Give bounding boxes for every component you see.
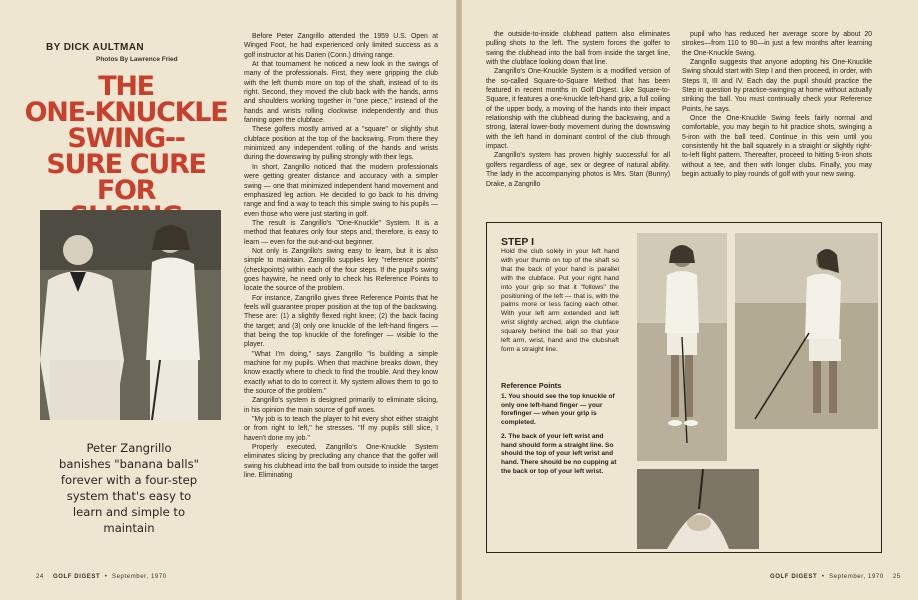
body-paragraph: Not only is Zangrillo's swing easy to learn, but it is also simple to maintain. Zangrillo supplies key "reference points" (checkpoints) within each of the four steps. If the pupil's swing goes haywire, he need only to check his Reference Points to locate the source of the problem. (244, 247, 438, 293)
body-paragraph: Zangrillo suggests that anyone adopting his One-Knuckle Swing should start with Step I and then proceed, in order, with Steps II, III and IV. Each day the pupil should practice the Step in question by practice-swinging at home without actually striking the ball. You must continually check your Reference Points, he says. (682, 59, 872, 113)
photo-illustration (637, 469, 759, 549)
left-page (0, 0, 456, 600)
body-column-right-2 (682, 30, 872, 220)
magazine-name: GOLF DIGEST (770, 574, 818, 580)
right-page (462, 0, 918, 600)
photo-illustration (40, 210, 221, 420)
step-title: STEP I (501, 236, 535, 248)
body-paragraph: the outside-to-inside clubhead pattern also eliminates pulling shots to the left. The system forces the golfer to swing the clubhead into the ball from inside the target line, with the clubface looking down that line. (486, 31, 670, 67)
deck-line: learn and simple to (72, 505, 186, 519)
folio-left: 24 GOLF DIGEST • September, 1970 (36, 574, 167, 580)
body-paragraph: Once the One-Knuckle Swing feels fairly normal and comfortable, you may begin to hit practice shots, swinging a 5-iron with the ball teed. Continue in this vein until you consistently hit the ball squarely in a straight or slightly right-to-left flight pattern. Thereafter, proceed to hitting 5-iron shots without a tee, and then with longer clubs. Finally, you may begin actually to play rounds of golf with your new swing. (682, 115, 872, 179)
article-deck (20, 440, 238, 536)
body-paragraph: Properly executed, Zangrillo's One-Knuckle System eliminates slicing by precluding any chance that the golfer will swing his clubhead into the ball from outside to inside the target line. Eliminating (244, 444, 438, 480)
folio-right: GOLF DIGEST • September, 1970 25 (770, 574, 901, 580)
deck-line: Peter Zangrillo (86, 441, 172, 455)
photo-grip-closeup (637, 469, 759, 549)
title-line: ONE-KNUCKLE (24, 97, 228, 128)
title-line: THE (98, 71, 154, 102)
photo-credit: Photos By Lawrence Fried (96, 56, 178, 63)
reference-points-heading: Reference Points (501, 381, 562, 390)
title-line: SWING-- (67, 123, 185, 154)
body-paragraph: The result is Zangrillo's "One-Knuckle" System. It is a method that features only four steps and, therefore, is easy to learn — even for the out-and-out beginner. (244, 219, 438, 246)
body-paragraph: pupil who has reduced her average score by about 20 strokes—from 110 to 90—in just a few months after learning the One-Knuckle Swing. (682, 31, 872, 57)
body-column-right-1 (486, 30, 670, 220)
deck-line: banishes "banana balls" (59, 457, 199, 471)
photo-illustration (735, 233, 878, 429)
body-column-left (244, 32, 438, 577)
body-paragraph: Zangrillo's One-Knuckle System is a modified version of the so-called Square-to-Square Method that has been featured in recent months in Golf Digest. Like Square-to-Square, it features a one-knuckle left-hand grip, a full coiling of the upper body, a moving of the hands into their impact relationship with the clubhead during the backswing, and a strong, lateral lower-body movement during the downswing with the left hand in dominant control of the club through impact. (486, 68, 670, 151)
deck-line: system that's easy to (66, 489, 192, 503)
reference-point-2: 2. The back of your left wrist and hand should form a straight line. So should the top of your left wrist and hand. There should be no cupping at the back or top of your left wrist. (501, 433, 617, 475)
photo-address-side (735, 233, 878, 429)
page-number: 25 (892, 574, 901, 580)
body-paragraph: "My job is to teach the player to hit every shot either straight or from right to left," he stresses. "If my pupils still slice, I haven't done my job." (244, 416, 438, 442)
deck-line: forever with a four-step (60, 473, 198, 487)
title-line: SURE CURE FOR (46, 149, 206, 206)
byline: BY DICK AULTMAN (46, 42, 145, 53)
deck-line: maintain (103, 521, 155, 535)
reference-point-1: 1. You should see the top knuckle of only one left-hand finger — your forefinger — when your grip is completed. (501, 393, 615, 427)
body-paragraph: Before Peter Zangrillo attended the 1959 U.S. Open at Winged Foot, he had experienced only limited success as a golf instructor at his Darien (Conn.) driving range. (244, 33, 438, 59)
step-one-box (486, 222, 882, 553)
photo-illustration (637, 233, 727, 461)
body-paragraph: "What I'm doing," says Zangrillo "is building a simple machine for my pupils. When that machine breaks down, they know exactly where to check to find the trouble. And they know exactly what to do to correct it. My system allows them to go to the source of the problem." (244, 350, 438, 396)
body-paragraph: Zangrillo's system is designed primarily to eliminate slicing, in his opinion the main source of golf woes. (244, 397, 438, 414)
body-paragraph: In short, Zangrillo noticed that the modern professionals were getting greater distance and accuracy with a simpler swing — one that minimized independent hand movement and emphasized leg action. He decided to go back to his driving range and find a way to teach this simple swing to his pupils — even those who were just starting in golf. (244, 163, 438, 218)
body-paragraph: These golfers mostly arrived at a "square" or slightly shut clubface position at the top of the backswing. From there they minimized any independent rolling of the hands and wrists during the downswing by pulling strongly with their legs. (244, 126, 438, 162)
magazine-name: GOLF DIGEST (52, 574, 101, 580)
page-number: 24 (36, 574, 44, 580)
body-paragraph: Zangrillo's system has proven highly successful for all golfers regardless of age, sex or degree of natural ability. The lady in the accompanying photos is Mrs. Stan (Bunny) Drake, a Zangrillo (486, 152, 670, 188)
issue-date: September, 1970 (112, 574, 167, 580)
photo-zangrillo-and-pupil (40, 210, 221, 420)
body-paragraph: At that tournament he noticed a new look in the swings of many of the professionals. First, they were gripping the club with the left thumb more on top of the shaft, instead of to its right. Second, they moved the club back with the hands, arms and shoulders working together in "one piece," instead of the hands and wrists rolling clockwise independently and thus fanning open the clubface. (244, 61, 438, 125)
issue-date: September, 1970 (829, 574, 884, 580)
step-instructions: Hold the club solely in your left hand with your thumb on top of the shaft so that the back of your hand is parallel with the clubface. Put your right hand into your grip so that it "follows" the positioning of the left — that is, with the palms more or less facing each other. With your left arm extended and left wrist slightly arched, align the clubface squarely behind the ball so that your left arm, wrist, hand and the clubshaft form a straight line. (501, 248, 619, 353)
photo-address-front (637, 233, 727, 461)
body-paragraph: For instance, Zangrillo gives three Reference Points that he feels will guarantee proper position at the top of the backswing. These are: (1) a slightly flexed right knee; (2) the back facing the target; and (3) only one knuckle of the left-hand fingers — that being the top knuckle of the forefinger — visible to the player. (244, 294, 438, 349)
article-title (16, 71, 236, 230)
